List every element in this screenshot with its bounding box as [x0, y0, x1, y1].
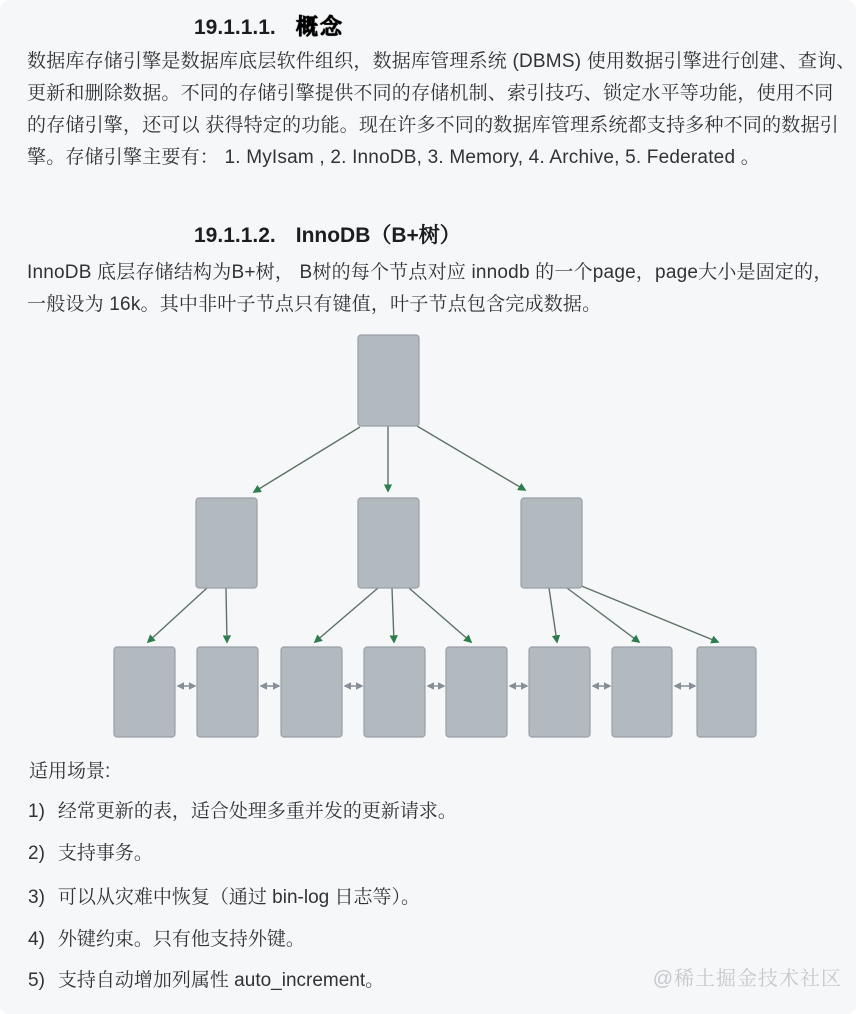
- tree-node-root: [358, 335, 419, 426]
- heading-number: 19.1.1.1.: [194, 16, 276, 39]
- list-item-text: 支持事务。: [57, 843, 153, 864]
- section-heading-concept: [194, 10, 344, 41]
- paragraph-line: 的存储引擎，还可以 获得特定的功能。现在许多不同的数据库管理系统都支持多种不同的数据引: [27, 115, 839, 136]
- tree-node-leaf-3: [281, 647, 342, 737]
- heading-number: 19.1.1.2.: [194, 224, 276, 247]
- tree-edge-arrow: [567, 588, 639, 642]
- list-item-number: 3): [28, 887, 45, 908]
- tree-node-internal-2: [358, 498, 419, 588]
- heading-title: 概念: [295, 14, 344, 39]
- concept-paragraph: [27, 46, 856, 174]
- tree-edge-arrow: [392, 588, 394, 642]
- tree-edge-arrow: [417, 426, 525, 490]
- tree-node-leaf-2: [197, 647, 258, 737]
- tree-node-leaf-5: [446, 647, 507, 737]
- btree-svg: [0, 330, 856, 760]
- tree-node-leaf-4: [364, 647, 425, 737]
- list-item-number: 2): [28, 843, 45, 864]
- list-item: [28, 886, 420, 910]
- paragraph-line: 擎。存储引擎主要有： 1. MyIsam , 2. InnoDB, 3. Memory, 4. Archive, 5. Federated 。: [27, 147, 760, 168]
- list-item: [28, 969, 384, 993]
- paragraph-line: 更新和删除数据。不同的存储引擎提供不同的存储机制、索引技巧、锁定水平等功能，使用不同: [27, 83, 834, 104]
- tree-node-leaf-8: [697, 647, 756, 737]
- heading-title: InnoDB（B+树）: [295, 224, 461, 247]
- tree-node-internal-3: [521, 498, 582, 588]
- paragraph-line: InnoDB 底层存储结构为B+树， B树的每个节点对应 innodb 的一个page，page大小是固定的，: [27, 262, 833, 283]
- list-item: [28, 842, 153, 866]
- tree-node-internal-1: [196, 498, 257, 588]
- list-item-text: 外键约束。只有他支持外键。: [57, 929, 305, 950]
- btree-diagram: [0, 330, 856, 760]
- list-item-number: 5): [28, 970, 45, 991]
- tree-edge-arrow: [148, 588, 207, 642]
- tree-edge-arrow: [226, 588, 227, 642]
- tree-edge-arrow: [315, 588, 378, 642]
- list-item: [28, 928, 305, 952]
- tree-node-leaf-7: [612, 647, 672, 737]
- list-item-number: 1): [28, 801, 45, 822]
- list-item: [28, 800, 457, 824]
- list-item-text: 支持自动增加列属性 auto_increment。: [57, 970, 385, 991]
- tree-edge-arrow: [254, 427, 360, 492]
- tree-node-leaf-6: [529, 647, 590, 737]
- tree-node-leaf-1: [114, 647, 175, 737]
- list-item-text: 可以从灾难中恢复（通过 bin-log 日志等）。: [57, 887, 421, 908]
- innodb-paragraph: [27, 257, 833, 321]
- tree-edge-arrow: [549, 588, 557, 642]
- section-heading-innodb: [194, 219, 461, 249]
- watermark: @稀土掘金技术社区: [652, 968, 842, 990]
- tree-edge-arrow: [409, 588, 471, 642]
- list-item-text: 经常更新的表，适合处理多重并发的更新请求。: [57, 801, 457, 822]
- use-cases-title: 适用场景:: [29, 761, 111, 782]
- list-item-number: 4): [28, 929, 45, 950]
- paragraph-line: 一般设为 16k。其中非叶子节点只有键值，叶子节点包含完成数据。: [27, 294, 602, 315]
- paragraph-line: 数据库存储引擎是数据库底层软件组织，数据库管理系统 (DBMS) 使用数据引擎进行创建、查询、: [27, 51, 856, 72]
